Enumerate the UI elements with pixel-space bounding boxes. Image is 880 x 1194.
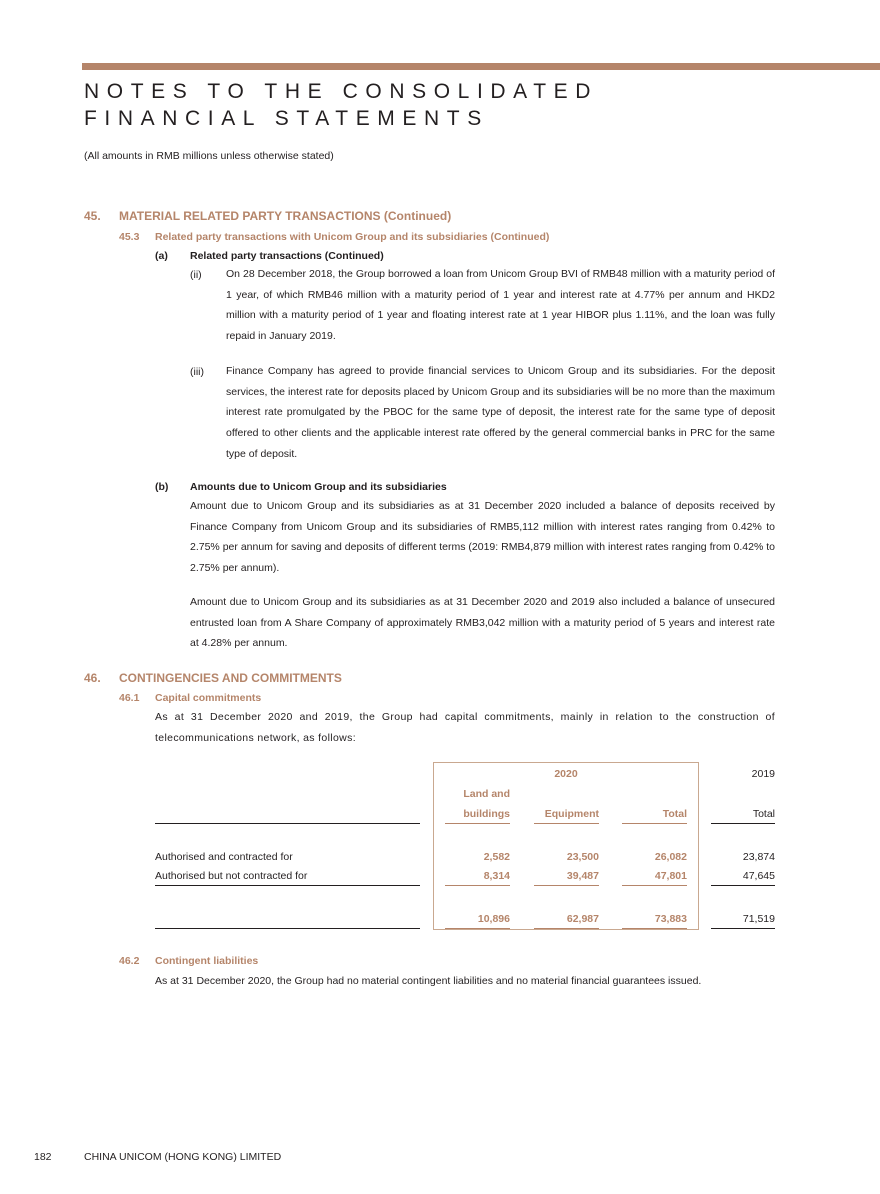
- subtotal-rule-col2: [534, 885, 599, 886]
- item-ii-text: On 28 December 2018, the Group borrowed a loan from Unicom Group BVI of RMB48 million with a maturity period of 1 year, of which RMB46 million with a maturity period of 1 year and interest rate at 4.77% per annum and HKD2 million with a maturity period of 1 year and floating interest rate at 1 year HIBOR plus 1.11%, and the loan was fully repaid in January 2019.: [226, 268, 775, 343]
- header-rule: [82, 63, 880, 70]
- header-year-2019: 2019: [751, 768, 775, 780]
- section-45-number: 45.: [84, 209, 101, 223]
- section-46-2-number: 46.2: [119, 955, 140, 967]
- cell-total-2020: 26,082: [654, 851, 687, 863]
- section-46-1-number: 46.1: [119, 692, 140, 704]
- footer-company: CHINA UNICOM (HONG KONG) LIMITED: [84, 1151, 282, 1163]
- section-45-3-number: 45.3: [119, 231, 140, 243]
- cell-land: 8,314: [483, 870, 510, 882]
- total-equipment: 62,987: [566, 913, 599, 925]
- total-rule-col4: [711, 928, 775, 929]
- cell-equipment: 23,500: [566, 851, 599, 863]
- subtotal-rule-label: [155, 885, 420, 886]
- row-label: Authorised and contracted for: [155, 851, 293, 863]
- item-b-label: (b): [155, 481, 169, 493]
- cell-land: 2,582: [483, 851, 510, 863]
- item-a-title: Related party transactions (Continued): [190, 250, 384, 262]
- subtotal-rule-col4: [711, 885, 775, 886]
- cell-equipment: 39,487: [566, 870, 599, 882]
- header-total-2020: Total: [662, 808, 687, 820]
- item-ii-label: (ii): [190, 269, 202, 281]
- header-rule-label: [155, 823, 420, 824]
- header-total-2019: Total: [752, 808, 775, 820]
- section-46-2-text: As at 31 December 2020, the Group had no material contingent liabilities and no material financial guarantees issued.: [155, 975, 702, 987]
- section-46-1-text: As at 31 December 2020 and 2019, the Group had capital commitments, mainly in relation to the construction of telecommunications network, as follows:: [155, 711, 775, 744]
- item-b-paragraph-2: Amount due to Unicom Group and its subsidiaries as at 31 December 2020 and 2019 also included a balance of unsecured entrusted loan from A Share Company of approximately RMB3,042 million with a maturity period of 5 years and interest rate at 4.28% per annum.: [190, 596, 775, 650]
- subtotal-rule-col3: [622, 885, 687, 886]
- item-a-label: (a): [155, 250, 168, 262]
- total-rule-col2: [534, 928, 599, 929]
- header-rule-col2: [534, 823, 599, 824]
- header-land-line2: buildings: [463, 808, 510, 820]
- total-2020: 73,883: [654, 913, 687, 925]
- total-rule-col3: [622, 928, 687, 929]
- cell-total-2019: 23,874: [742, 851, 775, 863]
- total-rule-label: [155, 928, 420, 929]
- item-b-paragraph-1: Amount due to Unicom Group and its subsidiaries as at 31 December 2020 included a balance of deposits received by Finance Company from Unicom Group and its subsidiaries of RMB5,112 million with interest rates ranging from 0.42% to 2.75% per annum for saving and deposits of different terms (2019: RMB4,879 million with interest rates ranging from 0.42% to 2.75% per annum).: [190, 500, 775, 575]
- header-equipment: Equipment: [544, 808, 599, 820]
- total-2019: 71,519: [742, 913, 775, 925]
- header-rule-col4: [711, 823, 775, 824]
- total-rule-col1: [445, 928, 510, 929]
- row-label: Authorised but not contracted for: [155, 870, 308, 882]
- page-number: 182: [34, 1151, 52, 1163]
- item-iii-label: (iii): [190, 366, 204, 378]
- page-title-line1: NOTES TO THE CONSOLIDATED: [84, 80, 599, 103]
- section-45-title: MATERIAL RELATED PARTY TRANSACTIONS (Continued): [119, 209, 452, 223]
- section-46-title: CONTINGENCIES AND COMMITMENTS: [119, 671, 342, 685]
- section-46-number: 46.: [84, 671, 101, 685]
- total-land: 10,896: [477, 913, 510, 925]
- header-rule-col3: [622, 823, 687, 824]
- item-b-title: Amounts due to Unicom Group and its subsidiaries: [190, 481, 447, 493]
- subtotal-rule-col1: [445, 885, 510, 886]
- page-title-line2: FINANCIAL STATEMENTS: [84, 107, 489, 130]
- header-year-2020: 2020: [554, 768, 578, 780]
- cell-total-2019: 47,645: [742, 870, 775, 882]
- section-45-3-title: Related party transactions with Unicom Group and its subsidiaries (Continued): [155, 231, 550, 243]
- section-46-1-title: Capital commitments: [155, 692, 262, 704]
- cell-total-2020: 47,801: [654, 870, 687, 882]
- section-46-2-title: Contingent liabilities: [155, 955, 259, 967]
- header-rule-col1: [445, 823, 510, 824]
- amounts-note: (All amounts in RMB millions unless otherwise stated): [84, 150, 334, 162]
- item-iii-text: Finance Company has agreed to provide financial services to Unicom Group and its subsidiaries. For the deposit services, the interest rate for deposits placed by Unicom Group and its subsidiaries will be no more than the maximum interest rate promulgated by the PBOC for the same type of deposit, the interest rate for the same type of deposit offered to other clients and the applicable interest rate offered by the general commercial banks in PRC for the same type of deposit.: [226, 365, 775, 460]
- header-land-line1: Land and: [463, 788, 510, 800]
